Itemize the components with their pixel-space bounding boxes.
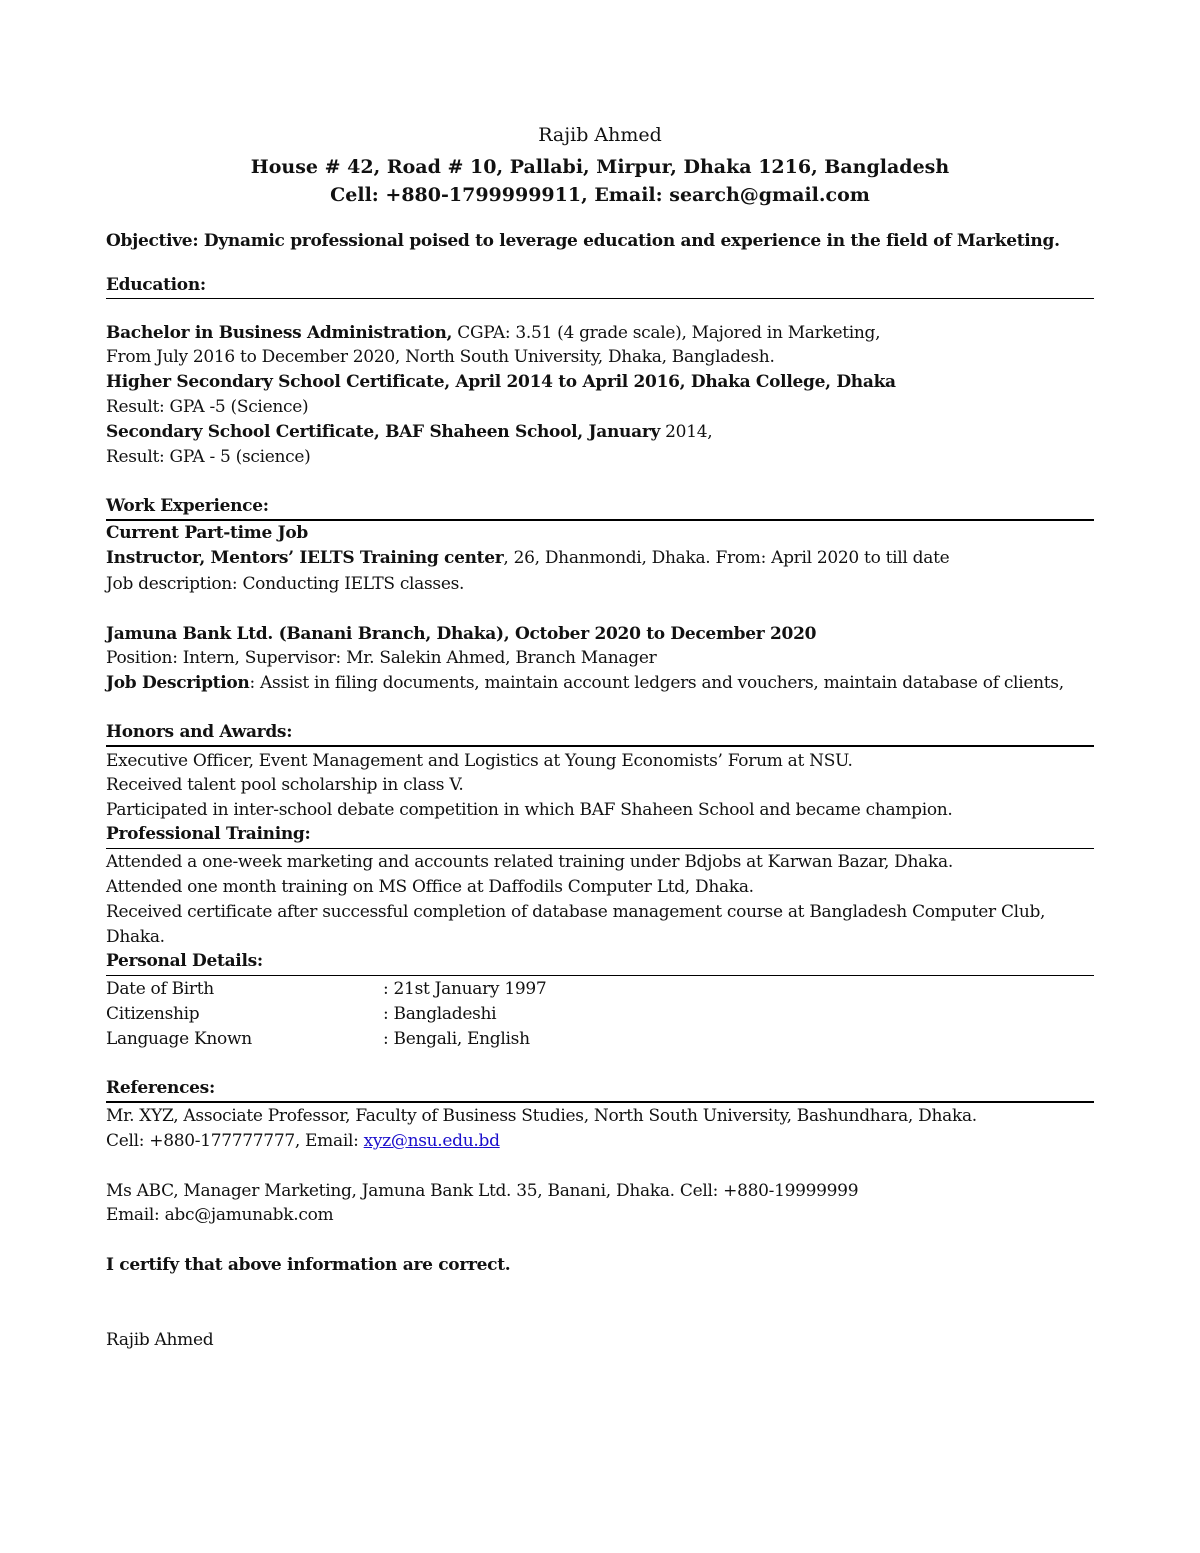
bachelor-line2: From July 2016 to December 2020, North South University, Dhaka, Bangladesh. bbox=[106, 347, 775, 367]
hsc-title: Higher Secondary School Certificate, April 2014 to April 2016, Dhaka College, Dhaka bbox=[106, 372, 896, 392]
training-heading: Professional Training: bbox=[106, 824, 311, 844]
job1-detail: , 26, Dhanmondi, Dhaka. From: April 2020 to till date bbox=[503, 548, 950, 568]
training-item: Attended one month training on MS Office at Daffodils Computer Ltd, Dhaka. bbox=[106, 877, 754, 897]
bachelor-title: Bachelor in Business Administration, bbox=[106, 323, 453, 343]
training-item: Received certificate after successful completion of database management course at Bangladesh Computer Club, bbox=[106, 902, 1046, 922]
work-heading: Work Experience: bbox=[106, 496, 269, 516]
education-heading: Education: bbox=[106, 275, 206, 295]
reference1-cell-line bbox=[106, 1131, 500, 1151]
job1-description: Job description: Conducting IELTS classes. bbox=[106, 574, 465, 594]
personal-label-language: Language Known bbox=[106, 1029, 252, 1049]
certify-statement: I certify that above information are correct. bbox=[106, 1255, 511, 1275]
personal-value-citizenship: : Bangladeshi bbox=[383, 1004, 497, 1024]
references-heading: References: bbox=[106, 1078, 215, 1098]
resume-contact: Cell: +880-1799999911, Email: search@gmail.com bbox=[330, 184, 870, 206]
training-rule bbox=[106, 848, 1094, 849]
personal-value-dob: : 21st January 1997 bbox=[383, 979, 547, 999]
education-ssc bbox=[106, 422, 712, 442]
objective-text: Objective: Dynamic professional poised to leverage education and experience in the field of Marketing. bbox=[106, 231, 1060, 251]
job2-description-line bbox=[106, 673, 1064, 693]
reference2-line1: Ms ABC, Manager Marketing, Jamuna Bank Ltd. 35, Banani, Dhaka. Cell: +880-19999999 bbox=[106, 1181, 859, 1201]
hsc-result: Result: GPA -5 (Science) bbox=[106, 397, 309, 417]
education-rule bbox=[106, 298, 1094, 299]
reference1-email-link[interactable]: xyz@nsu.edu.bd bbox=[363, 1131, 500, 1151]
job1-line bbox=[106, 548, 949, 568]
personal-rule bbox=[106, 975, 1094, 976]
honors-heading: Honors and Awards: bbox=[106, 722, 293, 742]
resume-address: House # 42, Road # 10, Pallabi, Mirpur, Dhaka 1216, Bangladesh bbox=[250, 156, 950, 178]
resume-name: Rajib Ahmed bbox=[538, 124, 662, 146]
job2-position: Position: Intern, Supervisor: Mr. Salekin Ahmed, Branch Manager bbox=[106, 648, 657, 668]
bachelor-detail: CGPA: 3.51 (4 grade scale), Majored in Marketing, bbox=[452, 323, 881, 343]
signature-name: Rajib Ahmed bbox=[106, 1330, 214, 1350]
work-rule bbox=[106, 519, 1094, 521]
job1-title: Instructor, Mentors’ IELTS Training center bbox=[106, 548, 504, 568]
honors-item: Received talent pool scholarship in class V. bbox=[106, 775, 464, 795]
reference1-cell: Cell: +880-177777777, Email: bbox=[106, 1131, 364, 1151]
job2-title: Jamuna Bank Ltd. (Banani Branch, Dhaka), October 2020 to December 2020 bbox=[106, 624, 817, 644]
honors-item: Participated in inter-school debate competition in which BAF Shaheen School and became champion. bbox=[106, 800, 953, 820]
personal-label-dob: Date of Birth bbox=[106, 979, 214, 999]
honors-item: Executive Officer, Event Management and Logistics at Young Economists’ Forum at NSU. bbox=[106, 751, 853, 771]
personal-value-language: : Bengali, English bbox=[383, 1029, 530, 1049]
ssc-year: 2014, bbox=[660, 422, 713, 442]
reference2-line2: Email: abc@jamunabk.com bbox=[106, 1205, 334, 1225]
ssc-result: Result: GPA - 5 (science) bbox=[106, 447, 311, 467]
training-item: Attended a one-week marketing and accounts related training under Bdjobs at Karwan Bazar, Dhaka. bbox=[106, 852, 953, 872]
job2-desc: : Assist in filing documents, maintain account ledgers and vouchers, maintain database of clients, bbox=[249, 673, 1064, 693]
honors-rule bbox=[106, 745, 1094, 747]
job2-desc-label: Job Description bbox=[106, 673, 250, 693]
current-job-label: Current Part-time Job bbox=[106, 523, 308, 543]
personal-heading: Personal Details: bbox=[106, 951, 263, 971]
personal-label-citizenship: Citizenship bbox=[106, 1004, 200, 1024]
ssc-title: Secondary School Certificate, BAF Shaheen School, January bbox=[106, 422, 661, 442]
reference1-line1: Mr. XYZ, Associate Professor, Faculty of Business Studies, North South University, Bashundhara, Dhaka. bbox=[106, 1106, 977, 1126]
education-bachelor bbox=[106, 323, 880, 343]
references-rule bbox=[106, 1101, 1094, 1103]
training-item-cont: Dhaka. bbox=[106, 927, 165, 947]
